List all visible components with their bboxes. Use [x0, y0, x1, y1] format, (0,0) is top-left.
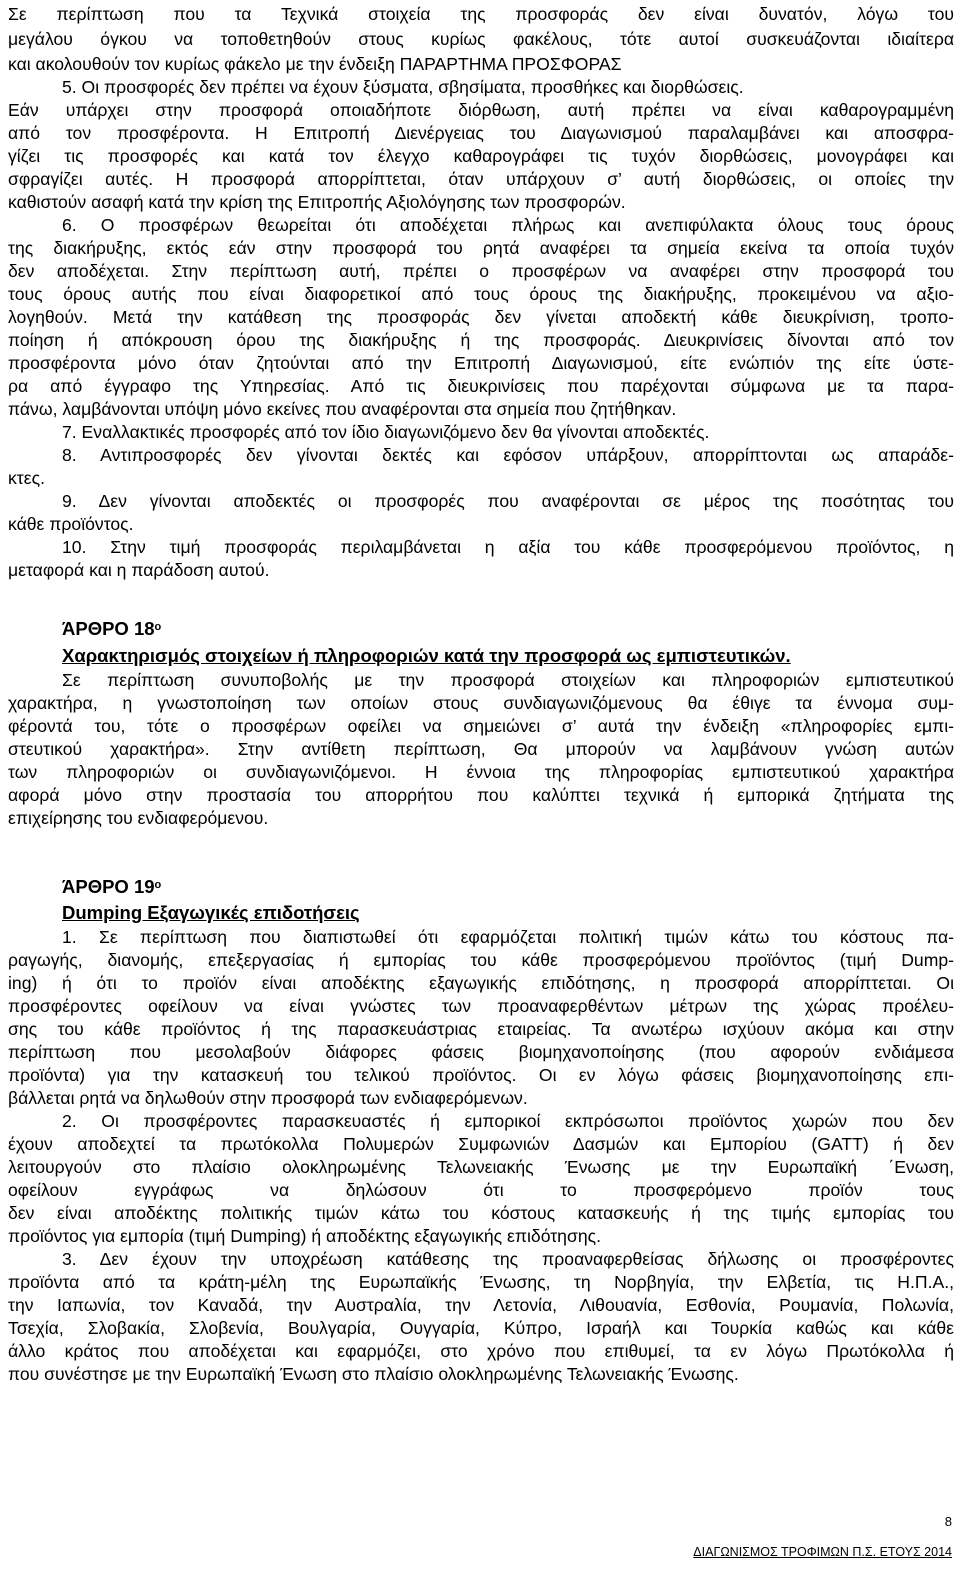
- body-line: Τσεχία, Σλοβακία, Σλοβενία, Βουλγαρία, Ουγγαρία, Κύπρο, Ισραήλ και Τουρκία καθώς και κάθε: [8, 1318, 954, 1338]
- footer-text: ΔΙΑΓΩΝΙΣΜΟΣ ΤΡΟΦΙΜΩΝ Π.Σ. ΕΤΟΥΣ 2014: [693, 1545, 952, 1559]
- body-line: περίπτωση που μεσολαβούν διάφορες φάσεις βιομηχανοποίησης (που αφορούν ενδιάμεσα: [8, 1042, 954, 1062]
- body-line: 10. Στην τιμή προσφοράς περιλαμβάνεται η αξία του κάθε προσφερόμενου προϊόντος, η: [62, 537, 954, 557]
- article-18-subheading: Χαρακτηρισμός στοιχείων ή πληροφοριών κατά την προσφορά ως εμπιστευτικών.: [62, 645, 791, 666]
- body-line: προϊόντος για εμπορία (τιμή Dumping) ή αποδέκτης εξαγωγικής επιδότησης.: [8, 1226, 601, 1246]
- body-line: έχουν αποδεχτεί τα πρωτόκολλα Πολυμερών Συμφωνιών Δασμών και Εμπορίου (GATT) ή δεν: [8, 1134, 954, 1154]
- body-line: φέροντά του, τότε ο προσφέρων οφείλει να σημειώνει σ’ αυτά την ένδειξη «πληροφορίες εμπι-: [8, 716, 954, 736]
- body-line: 8. Αντιπροσφορές δεν γίνονται δεκτές και εφόσον υπάρξουν, απορρίπτονται ως απαράδε-: [62, 445, 954, 465]
- body-line: προϊόντα) για την κατασκευή του τελικού προϊόντος. Οι εν λόγω φάσεις βιομηχανοποίησης επι-: [8, 1065, 954, 1085]
- article-18-heading-sup: ο: [154, 621, 162, 633]
- body-line: Σε περίπτωση συνυποβολής με την προσφορά στοιχείων και πληροφοριών εμπιστευτικού: [62, 670, 954, 690]
- body-line: ing) ή ότι το προϊόν είναι αποδέκτης εξαγωγικής επιδότησης, η προσφορά απορρίπτεται. Οι: [8, 973, 954, 993]
- body-line: αφορά μόνο στην προστασία του απορρήτου που καλύπτει τεχνικά ή εμπορικά ζητήματα της: [8, 785, 954, 805]
- body-line: προσφέροντα μόνο όταν ζητούνται από την Επιτροπή Διαγωνισμού, είτε ενώπιόν της είτε ύστε-: [8, 353, 954, 373]
- body-line: σης του κάθε προϊόντος ή της παρασκευάστριας εταιρείας. Τα ανωτέρω ισχύουν ακόμα και στην: [8, 1019, 954, 1039]
- body-line: χαρακτήρα, η γνωστοποίηση των οποίων στους συνδιαγωνιζόμενους θα έθιγε τα έννομα συμ-: [8, 693, 954, 713]
- article-19-heading-sup: ο: [154, 879, 162, 891]
- body-line: κτες.: [8, 468, 45, 488]
- body-line: από τον προσφέροντα. Η Επιτροπή Διενέργειας του Διαγωνισμού παραλαμβάνει και αποσφρα-: [8, 123, 954, 143]
- page-number: 8: [944, 1514, 952, 1529]
- body-line: άλλο κράτος που αποδέχεται και εφαρμόζει, στο χρόνο που επιθυμεί, τα εν λόγω Πρωτόκολλα ή: [8, 1341, 954, 1361]
- body-line: ραγωγής, διανομής, επεξεργασίας ή εμπορίας του κάθε προσφερόμενου προϊόντος (τιμή Dump-: [8, 950, 954, 970]
- body-line: τους όρους αυτής που είναι διαφορετικοί από τους όρους της διακήρυξης, προκειμένου να αξιο-: [8, 284, 954, 304]
- body-line: πάνω, λαμβάνονται υπόψη μόνο εκείνες που αναφέρονται στα σημεία που ζητήθηκαν.: [8, 399, 677, 419]
- body-line: προϊόντα από τα κράτη-μέλη της Ευρωπαϊκής Ένωσης, τη Νορβηγία, την Ελβετία, τις Η.Π.Α.,: [8, 1272, 954, 1292]
- body-line: μεγάλου όγκου να τοποθετηθούν στους κυρίως φακέλους, τότε αυτοί συσκευάζονται ιδιαίτερα: [8, 29, 954, 49]
- body-line: 7. Εναλλακτικές προσφορές από τον ίδιο διαγωνιζόμενο δεν θα γίνονται αποδεκτές.: [62, 422, 710, 442]
- body-line: λειτουργούν στο πλαίσιο ολοκληρωμένης Τελωνειακής Ένωσης με την Ευρωπαϊκή ΄Ενωση,: [8, 1157, 954, 1177]
- body-line: Σε περίπτωση που τα Τεχνικά στοιχεία της προσφοράς δεν είναι δυνατόν, λόγω του: [8, 4, 954, 24]
- body-line: 1. Σε περίπτωση που διαπιστωθεί ότι εφαρμόζεται πολιτική τιμών κάτω του κόστους πα-: [62, 927, 954, 947]
- article-19-heading-text: ΆΡΘΡΟ 19: [62, 876, 155, 897]
- body-line: κάθε προϊόντος.: [8, 514, 134, 534]
- body-line: και ακολουθούν τον κυρίως φάκελο με την ένδειξη ΠΑΡΑΡΤΗΜΑ ΠΡΟΣΦΟΡΑΣ: [8, 54, 622, 74]
- body-line: δεν αποδέχεται. Στην περίπτωση αυτή, πρέπει ο προσφέρων να αναφέρει στην προσφορά του: [8, 261, 954, 281]
- body-line: καθιστούν ασαφή κατά την κρίση της Επιτροπής Αξιολόγησης των προσφορών.: [8, 192, 626, 212]
- body-line: της διακήρυξης, εκτός εάν στην προσφορά του ρητά αναφέρει τα σημεία εκείνα τα οποία τυχόν: [8, 238, 954, 258]
- article-18-heading-text: ΆΡΘΡΟ 18: [62, 618, 155, 639]
- body-line: 5. Οι προσφορές δεν πρέπει να έχουν ξύσματα, σβησίματα, προσθήκες και διορθώσεις.: [62, 77, 744, 97]
- body-line: ρα από έγγραφο της Υπηρεσίας. Από τις διευκρινίσεις που παρέχονται σύμφωνα με τα παρα-: [8, 376, 954, 396]
- body-line: που συνέστησε με την Ευρωπαϊκή Ένωση στο πλαίσιο ολοκληρωμένης Τελωνειακής Ένωσης.: [8, 1364, 739, 1384]
- body-line: 3. Δεν έχουν την υποχρέωση κατάθεσης της προαναφερθείσας δήλωσης οι προσφέροντες: [62, 1249, 954, 1269]
- body-line: 9. Δεν γίνονται αποδεκτές οι προσφορές που αναφέρονται σε μέρος της ποσότητας του: [62, 491, 954, 511]
- body-line: γίζει τις προσφορές και κατά τον έλεγχο καθαρογράφει τις τυχόν διορθώσεις, μονογράφει και: [8, 146, 954, 166]
- body-line: 2. Οι προσφέροντες παρασκευαστές ή εμπορικοί εκπρόσωποι προϊόντος χωρών που δεν: [62, 1111, 954, 1131]
- body-line: μεταφορά και η παράδοση αυτού.: [8, 560, 270, 580]
- body-line: λογηθούν. Μετά την κατάθεση της προσφοράς δεν γίνεται αποδεκτή κάθε διευκρίνιση, τροπο-: [8, 307, 954, 327]
- body-line: ποίηση ή απόκρουση όρου της διακήρυξης ή της προσφοράς. Διευκρινίσεις δίνονται από τον: [8, 330, 954, 350]
- body-line: προσφέροντες οφείλουν να είναι γνώστες των προαναφερθέντων μέτρων της χώρας προέλευ-: [8, 996, 954, 1016]
- article-19-subheading: Dumping Εξαγωγικές επιδοτήσεις: [62, 902, 360, 923]
- body-line: 6. Ο προσφέρων θεωρείται ότι αποδέχεται πλήρως και ανεπιφύλακτα όλους τους όρους: [62, 215, 954, 235]
- body-line: σφραγίζει αυτές. Η προσφορά απορρίπτεται, όταν υπάρχουν σ’ αυτή διορθώσεις, οι οποίες την: [8, 169, 954, 189]
- article-19-heading: [62, 874, 161, 900]
- body-line: στευτικού χαρακτήρα». Στην αντίθετη περίπτωση, Θα μπορούν να λαμβάνουν γνώση αυτών: [8, 739, 954, 759]
- body-line: δεν είναι αποδέκτης πολιτικής τιμών κάτω του κόστους κατασκευής ή της τιμής εμπορίας του: [8, 1203, 954, 1223]
- body-line: επιχείρησης του ενδιαφερόμενου.: [8, 808, 269, 828]
- body-line: οφείλουν εγγράφως να δηλώσουν ότι το προσφερόμενο προϊόν τους: [8, 1180, 954, 1200]
- body-line: βάλλεται ρητά να δηλωθούν στην προσφορά των ενδιαφερόμενων.: [8, 1088, 528, 1108]
- body-line: Εάν υπάρχει στην προσφορά οποιαδήποτε διόρθωση, αυτή πρέπει να είναι καθαρογραμμένη: [8, 100, 954, 120]
- article-18-heading: [62, 616, 161, 642]
- body-line: την Ιαπωνία, τον Καναδά, την Αυστραλία, την Λετονία, Λιθουανία, Εσθονία, Ρουμανία, Πολωνία,: [8, 1295, 954, 1315]
- body-line: των πληροφοριών οι συνδιαγωνιζόμενοι. Η έννοια της πληροφορίας εμπιστευτικού χαρακτήρα: [8, 762, 954, 782]
